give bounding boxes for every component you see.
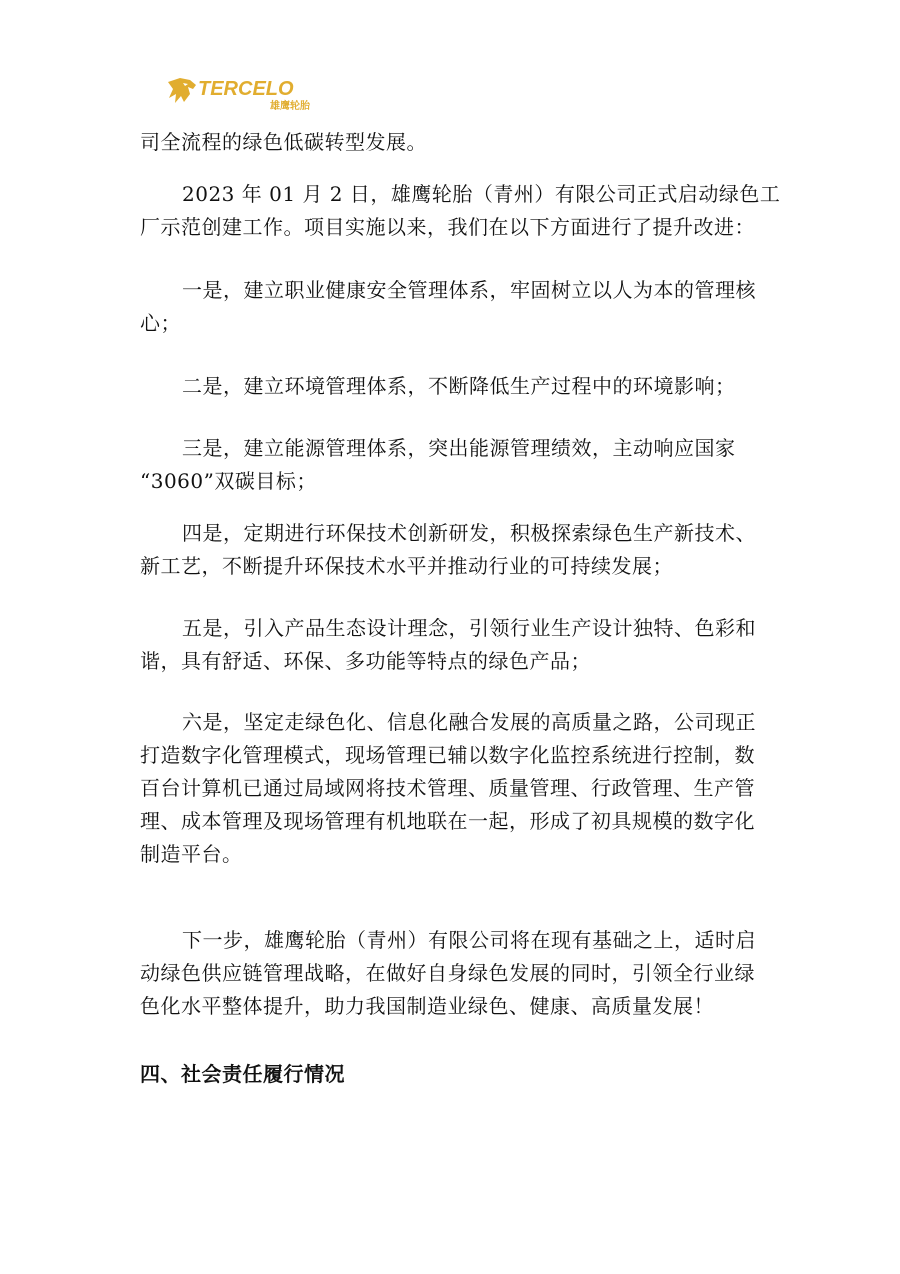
text-line: 新工艺，不断提升环保技术水平并推动行业的可持续发展； bbox=[140, 554, 673, 578]
paragraph-continued bbox=[140, 126, 770, 159]
section-heading bbox=[140, 1058, 770, 1091]
text-line: 百台计算机已通过局域网将技术管理、质量管理、行政管理、生产管 bbox=[140, 776, 755, 800]
paragraph-item-1 bbox=[140, 274, 770, 340]
text-line: 一是，建立职业健康安全管理体系，牢固树立以人为本的管理核 bbox=[182, 278, 756, 302]
eagle-logo-icon bbox=[166, 72, 316, 112]
paragraph-item-4 bbox=[140, 517, 770, 583]
company-logo bbox=[166, 72, 316, 112]
text-line: 打造数字化管理模式，现场管理已辅以数字化监控系统进行控制，数 bbox=[140, 743, 755, 767]
text-line: 谐，具有舒适、环保、多功能等特点的绿色产品； bbox=[140, 649, 591, 673]
text-line: 动绿色供应链管理战略，在做好自身绿色发展的同时，引领全行业绿 bbox=[140, 961, 755, 985]
text-line: 司全流程的绿色低碳转型发展。 bbox=[140, 130, 427, 154]
paragraph-project-start bbox=[140, 178, 781, 244]
section-title: 四、社会责任履行情况 bbox=[140, 1062, 345, 1086]
paragraph-item-6 bbox=[140, 706, 770, 871]
logo-wordmark: TERCELO bbox=[198, 78, 294, 100]
text-line: 六是，坚定走绿色化、信息化融合发展的高质量之路，公司现正 bbox=[182, 710, 756, 734]
text-line: 二是，建立环境管理体系，不断降低生产过程中的环境影响； bbox=[182, 374, 736, 398]
text-line: 制造平台。 bbox=[140, 842, 243, 866]
paragraph-next-step bbox=[140, 924, 770, 1023]
text-line: 色化水平整体提升，助力我国制造业绿色、健康、高质量发展！ bbox=[140, 994, 714, 1018]
logo-subtext: 雄鹰轮胎 bbox=[270, 101, 310, 112]
text-line: 心； bbox=[140, 311, 181, 335]
text-line: 下一步，雄鹰轮胎（青州）有限公司将在现有基础之上，适时启 bbox=[182, 928, 756, 952]
paragraph-item-5 bbox=[140, 612, 770, 678]
text-line: 理、成本管理及现场管理有机地联在一起，形成了初具规模的数字化 bbox=[140, 809, 755, 833]
text-line: “3060”双碳目标； bbox=[140, 469, 317, 493]
text-line: 四是，定期进行环保技术创新研发，积极探索绿色生产新技术、 bbox=[182, 521, 756, 545]
text-line: 2023 年 01 月 2 日，雄鹰轮胎（青州）有限公司正式启动绿色工 bbox=[182, 182, 781, 206]
paragraph-item-3 bbox=[140, 432, 770, 498]
text-line: 五是，引入产品生态设计理念，引领行业生产设计独特、色彩和 bbox=[182, 616, 756, 640]
text-line: 厂示范创建工作。项目实施以来，我们在以下方面进行了提升改进： bbox=[140, 215, 755, 239]
text-line: 三是，建立能源管理体系，突出能源管理绩效，主动响应国家 bbox=[182, 436, 736, 460]
paragraph-item-2 bbox=[140, 370, 770, 403]
